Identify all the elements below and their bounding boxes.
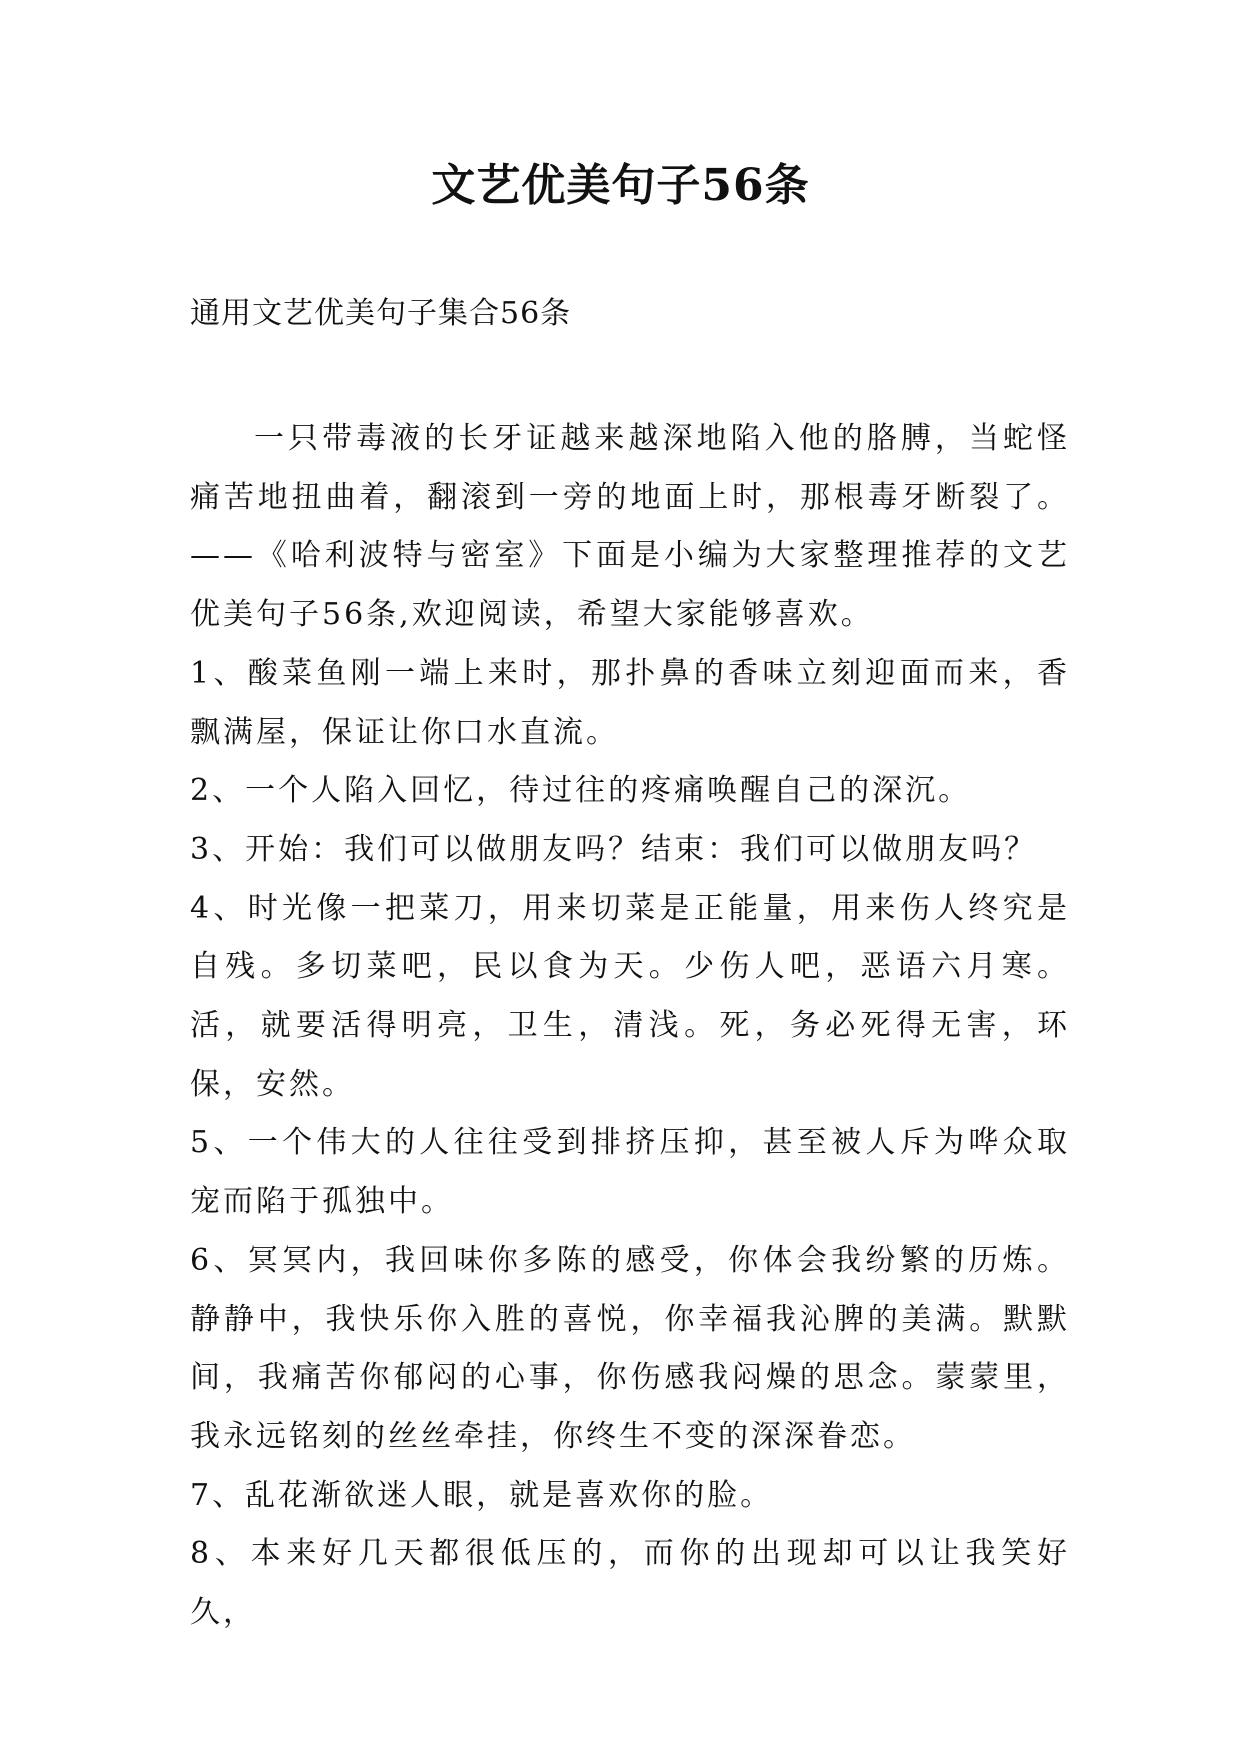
document-title: 文艺优美句子56条 [431,160,810,211]
document-subtitle: 通用文艺优美句子集合56条 [190,296,572,331]
sentence-item-3: 3、开始：我们可以做朋友吗？结束：我们可以做朋友吗？ [190,831,1038,867]
sentence-item-8: 8、本来好几天都很低压的，而你的出现却可以让我笑好久， [190,1536,1070,1631]
sentence-item-1: 1、酸菜鱼刚一端上来时，那扑鼻的香味立刻迎面而来，香飘满屋，保证让你口水直流。 [190,655,1070,750]
sentence-item-6: 6、冥冥内，我回味你多陈的感受，你体会我纷繁的历炼。静静中，我快乐你入胜的喜悦，你幸福我沁脾的美满。默默间，我痛苦你郁闷的心事，你伤感我闷燥的思念。蒙蒙里，我永远铭刻的丝丝牵挂，你终生不变的深深眷恋。 [190,1242,1070,1454]
document-body [190,410,1070,1643]
sentence-item-5: 5、一个伟大的人往往受到排挤压抑，甚至被人斥为哗众取宠而陷于孤独中。 [190,1125,1070,1220]
sentence-item-2: 2、一个人陷入回忆，待过往的疼痛唤醒自己的深沉。 [190,773,972,809]
sentence-item-4: 4、时光像一把菜刀，用来切菜是正能量，用来伤人终究是自残。多切菜吧，民以食为天。少伤人吧，恶语六月寒。活，就要活得明亮，卫生，清浅。死，务必死得无害，环保，安然。 [190,890,1070,1102]
sentence-item-7: 7、乱花渐欲迷人眼，就是喜欢你的脸。 [190,1477,774,1513]
intro-paragraph: 一只带毒液的长牙证越来越深地陷入他的胳膊，当蛇怪痛苦地扭曲着，翻滚到一旁的地面上时，那根毒牙断裂了。——《哈利波特与密室》下面是小编为大家整理推荐的文艺优美句子56条,欢迎阅读，希望大家能够喜欢。 [190,421,1070,633]
